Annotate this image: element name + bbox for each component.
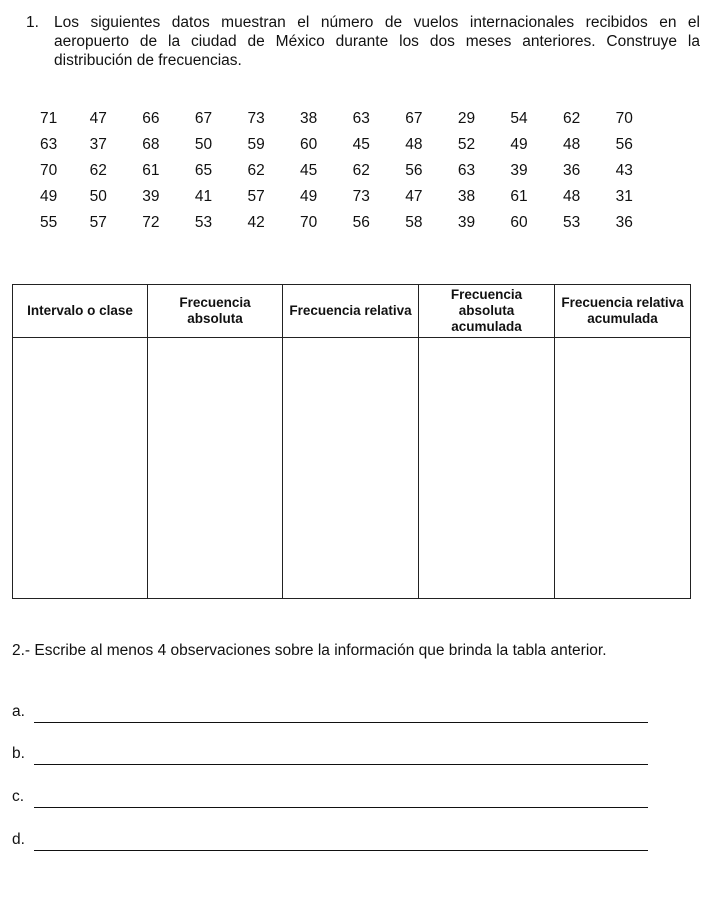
data-row: [28, 136, 651, 162]
answer-letter-d: d.: [12, 831, 25, 848]
answer-letter-b: b.: [12, 745, 25, 762]
answer-line-b[interactable]: [12, 743, 648, 767]
data-value: 50: [194, 136, 213, 153]
table-body-row: [13, 338, 691, 599]
data-value: 70: [40, 162, 58, 179]
data-value: 42: [247, 214, 265, 231]
data-row: [28, 214, 651, 240]
data-value: 47: [89, 110, 107, 127]
data-value: 62: [89, 162, 107, 179]
data-value: 65: [194, 162, 213, 179]
answer-rule-b[interactable]: [34, 764, 648, 765]
data-value: 52: [457, 136, 476, 153]
data-value: 67: [405, 110, 423, 127]
data-value: 73: [352, 188, 370, 205]
data-value: 62: [563, 110, 581, 127]
data-value: 62: [352, 162, 370, 179]
data-value: 29: [457, 110, 476, 127]
question-1-text: Los siguientes datos muestran el número de vuelos internacionales recibidos en el aeropuerto de la ciudad de México durante los dos meses anteriores. Construye la distribución de frecuencias.: [54, 14, 700, 69]
data-value: 45: [352, 136, 370, 153]
data-value: 71: [40, 110, 58, 127]
answer-line-c[interactable]: [12, 786, 648, 810]
data-value: 57: [247, 188, 265, 205]
data-value: 58: [405, 214, 423, 231]
answer-rule-d[interactable]: [34, 850, 648, 851]
data-value: 39: [457, 214, 476, 231]
data-value: 66: [142, 110, 160, 127]
data-value: 72: [142, 214, 160, 231]
data-value: 48: [405, 136, 423, 153]
data-value: 53: [194, 214, 213, 231]
data-value: 38: [457, 188, 476, 205]
data-value: 70: [615, 110, 633, 127]
data-value: 49: [510, 136, 528, 153]
answer-rule-c[interactable]: [34, 807, 648, 808]
data-value: 55: [40, 214, 58, 231]
data-value: 49: [300, 188, 318, 205]
data-value: 60: [300, 136, 318, 153]
data-row: [28, 162, 651, 188]
question-1: [26, 13, 700, 70]
data-value: 60: [510, 214, 528, 231]
data-value: 61: [510, 188, 528, 205]
data-value: 63: [457, 162, 476, 179]
data-value: 70: [300, 214, 318, 231]
data-value: 56: [352, 214, 370, 231]
frequency-table: [12, 284, 691, 599]
header-rel-freq: Frecuencia relativa: [283, 285, 419, 338]
cell-rel-cum-freq[interactable]: [555, 338, 691, 599]
question-1-number: 1.: [26, 14, 39, 31]
answer-line-a[interactable]: [12, 701, 648, 725]
data-value: 37: [89, 136, 107, 153]
data-value: 68: [142, 136, 160, 153]
data-value: 54: [510, 110, 528, 127]
question-2-text: 2.- Escribe al menos 4 observaciones sobre la información que brinda la tabla anterior.: [12, 642, 607, 659]
data-value: 39: [142, 188, 160, 205]
data-value: 62: [247, 162, 265, 179]
data-value: 73: [247, 110, 265, 127]
cell-abs-freq[interactable]: [148, 338, 283, 599]
data-value: 59: [247, 136, 265, 153]
data-value: 53: [563, 214, 581, 231]
data-value: 31: [615, 188, 633, 205]
data-value: 45: [300, 162, 318, 179]
data-value: 41: [194, 188, 213, 205]
data-row: [28, 188, 651, 214]
data-value: 50: [89, 188, 107, 205]
answer-letter-c: c.: [12, 788, 25, 805]
data-value: 39: [510, 162, 528, 179]
data-value: 36: [563, 162, 581, 179]
data-value: 43: [615, 162, 633, 179]
answer-letter-a: a.: [12, 703, 25, 720]
header-rel-cum-freq: Frecuencia relativa acumulada: [555, 285, 691, 338]
answer-line-d[interactable]: [12, 829, 648, 853]
header-abs-freq: Frecuencia absoluta: [148, 285, 283, 338]
header-interval: Intervalo o clase: [13, 285, 148, 338]
data-value: 56: [615, 136, 633, 153]
data-value: 63: [40, 136, 58, 153]
data-row: [28, 110, 651, 136]
data-value: 63: [352, 110, 370, 127]
data-value: 48: [563, 188, 581, 205]
data-value: 47: [405, 188, 423, 205]
cell-abs-cum-freq[interactable]: [419, 338, 555, 599]
cell-rel-freq[interactable]: [283, 338, 419, 599]
data-value: 38: [300, 110, 318, 127]
header-abs-cum-freq: Frecuencia absoluta acumulada: [419, 285, 555, 338]
data-value: 36: [615, 214, 633, 231]
cell-interval[interactable]: [13, 338, 148, 599]
data-value: 49: [40, 188, 58, 205]
data-value: 57: [89, 214, 107, 231]
data-value: 61: [142, 162, 160, 179]
data-value: 67: [194, 110, 213, 127]
data-value: 48: [563, 136, 581, 153]
answer-rule-a[interactable]: [34, 722, 648, 723]
data-grid: [28, 110, 651, 240]
table-header-row: [13, 285, 691, 338]
data-value: 56: [405, 162, 423, 179]
